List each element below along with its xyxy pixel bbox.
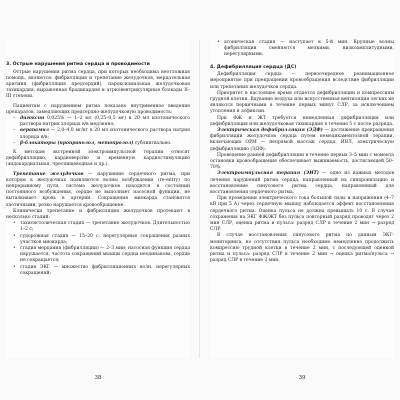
list-item-stage: • судорожная стадия — 15–20 с, нерегулярные сокращения разных участков миокарда; bbox=[13, 233, 190, 245]
paragraph-electric-defibrillation bbox=[210, 128, 394, 153]
page-number: 39 bbox=[298, 375, 306, 381]
drug-dose: — 2,0–4,0 мг/кг в 20 мл изотонического раствора натрия хлорида в/в; bbox=[20, 128, 190, 140]
paragraph: Пациентам с нарушением ритма показано внутривенное введение препаратов, замедляющих предсердно-желудочковую проводимость: bbox=[6, 103, 190, 115]
list-item-beta-blockers: – β-блокаторы (пропранолол, метопролол) сублингвально. bbox=[13, 140, 172, 146]
list-item-stage: • тахисистолическая стадия — трепетание желудочков. Длительностью 1–2 с; bbox=[13, 221, 190, 233]
paragraph: Острые нарушения ритма сердца, при которых необходима неотложная помощь, являются: фибрилляция и трепетание желудочков, мерцательная аритмия (фибрилляция предсердий), пароксизмальная желудочковая тахикардия, выраженная брадикардия и атриовентрикулярные блокады II–III степени. bbox=[6, 69, 190, 100]
list-item-verapamil: – верапамил — 2,0–4,0 мг/кг в 20 мл изотонического раствора натрия хлорида в/в; bbox=[13, 128, 190, 140]
drug-name: β-блокаторы (пропранолол, метопролол) bbox=[20, 140, 134, 146]
page-number: 38 bbox=[94, 375, 102, 381]
term: Электрическая дефибрилляция (ЭДФ) bbox=[217, 128, 323, 134]
paragraph-ventricular-flutter bbox=[6, 172, 190, 209]
list-item-stage: • атоническая стадия — наступает к 5-й мин. Крупные волны фибрилляции сменяются мелкими, низкоамплитудными, нерегулярными. bbox=[217, 40, 394, 58]
list-item-stage: • стадия мерцания (фибрилляции) — 2–3 мин; насосная функция сердца нарушается, частота сокращений мышцы сердца неодинакова, сердце не сокращается; bbox=[13, 246, 190, 264]
section-heading-defibrillation: 4. Дефибрилляция сердца (ДС) bbox=[210, 64, 297, 70]
paragraph: В случае восстановления синусового ритма по данным ЭКГ-мониторинга, но отсутствия пульса необходимо немедленно продолжить компрессию грудной клетки в течение 2 мин, с последующей оценкой ритма и пульса: разряд СЛР в течение 2 мин → оценка ритма/пульса → разряд СЛР в течение 2 мин. bbox=[210, 233, 394, 264]
paragraph: Дефибрилляция сердца — первоочередное реанимационное мероприятие при прекращении кровообращения вследствие фибрилляции или трепетания желудочков сердца. bbox=[210, 72, 394, 90]
list-item-digoxin: – дигоксин 0,025% — 1–2 мл (0,25–0,5 мг) в 20 мл изотонического раствора натрия хлорида в/в медленно; bbox=[13, 116, 190, 128]
right-page bbox=[210, 40, 394, 381]
paragraph-electropulse-therapy bbox=[210, 171, 394, 196]
section-heading-arrhythmia: 3. Острые нарушения ритма сердца и проводимости bbox=[6, 62, 150, 67]
term: Трепетание желудочков bbox=[13, 171, 84, 177]
term: Электроимпульсная терапия (ЭИТ) bbox=[217, 171, 319, 177]
paragraph: К методам экстренной электроимпульсной терапии относят дефибрилляцию, кардиоверсию и временную кардиостимуляцию (эндокардиальная, чреспищеводная и др.). bbox=[6, 150, 190, 168]
paragraph: Проведение ранней дефибрилляции в течение первых 3–5 мин с момента остановки кровообращения обеспечивает выживаемость, достигающей 50–70%. bbox=[210, 152, 394, 171]
drug-dose: сублингвально. bbox=[133, 140, 172, 146]
list-item-stage: • стадия ЭКГ — множество фибрилляционных волн, нерегулярных сокращений; bbox=[13, 264, 190, 276]
definition: — одно из важных методов лечения нарушений ритма сердца, направленный на синхронизацию и восстановление синусового ритма сердца, направленный для восстановления сердечного ритма. bbox=[210, 171, 394, 196]
drug-name: дигоксин bbox=[20, 116, 45, 122]
right-page-text bbox=[210, 40, 394, 265]
definition: — нарушение сердечного ритма, при котором в желудочках появляются волны возбуждения (re-entry) по непрерывному пути, система желудочков находится в состоянии постоянного возбуждения, сердце не выполняет насосной функции, не выталкивает кровь в артерии. Сокращения миокарда становятся хаотичными, резко нарушается кровообращение. bbox=[6, 171, 191, 208]
book-gutter bbox=[199, 40, 200, 358]
paragraph: Приоритет в настоящее время отдается дефибрилляции и компрессиям грудной клетки. Вдувание воздуха или искусственная вентиляция легких не являются первичными в течение первых минут СЛР, за исключением утопления и асфиксии. bbox=[210, 90, 394, 115]
drug-dose: 0,025% — 1–2 мл (0,25–0,5 мг) в 20 мл изотонического раствора натрия хлорида в/в медленно; bbox=[20, 116, 190, 128]
drug-name: верапамил bbox=[20, 128, 49, 134]
paragraph: При ФЖ и ЖТ требуется немедленная дефибрилляция или дефибрилляция или желудочковая тахикардия в течение 5 с после разряда. bbox=[210, 115, 394, 127]
left-page bbox=[6, 40, 191, 381]
left-page-text bbox=[6, 62, 190, 277]
definition: — достижение прекращения фибрилляции желудочков сердца путем немедикаментозной терапии, включающих ОРМ — непрямой массаж сердца, ИВЛ, электрическую дефибрилляцию (ЭДФ). bbox=[210, 128, 394, 152]
paragraph: Клинически трепетание и фибрилляция желудочков протекают в несколько стадий: bbox=[6, 208, 190, 221]
paragraph: При проведении электрического тока большой силы и напряжения (4–7 кВ при 5 А) через сердечную мышцу наблюдается эффект восстановления сердечного ритма. Оценка пульса не должна превышать 10 с. В случае сохранения на ЭКГ ФЖ/ЖТ без пульса повторный разряд проводят через 2 мин СЛР, оценка ритма и пульса: разряд СЛР в течение 2 мин → разряд СЛР. bbox=[210, 196, 394, 233]
